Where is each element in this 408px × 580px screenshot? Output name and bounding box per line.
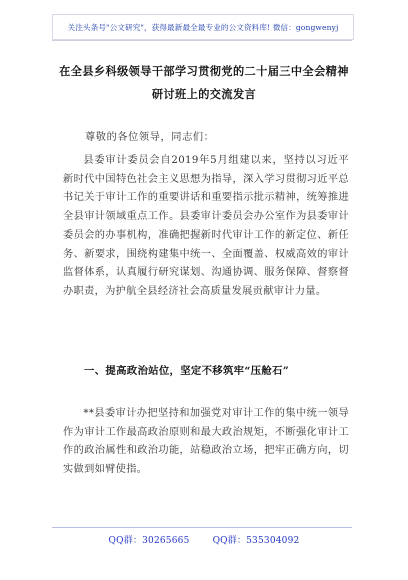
header-banner xyxy=(52,14,354,40)
salutation: 尊敬的各位领导，同志们： xyxy=(85,132,215,143)
body-paragraph-1: 县委审计委员会自2019年5月组建以来，坚持以习近平新时代中国特色社会主义思想为指导，深入学习贯彻习近平总书记关于审计工作的重要讲话和重要指示批示精神，统筹推进全县审计领域重点工作。县委审计委员会办公室作为县委审计委员会的办事机构，准确把握新时代审计工作的新定位、新任务、新要求，围绕构建集中统一、全面覆盖、权威高效的审计监督体系，认真履行研究谋划、沟通协调、服务保障、督察督办职责，为护航全县经济社会高质量发展贡献审计力量。 xyxy=(63,155,349,297)
header-banner-text: 关注头条号"公文研究"，获得最新最全最专业的公文资料库! 微信：gongwenyj xyxy=(67,22,339,32)
header-divider xyxy=(52,40,352,41)
footer-qq-group-2: QQ群：535304092 xyxy=(212,536,300,546)
footer-divider xyxy=(52,527,352,528)
body-paragraph-2: **县委审计办把坚持和加强党对审计工作的集中统一领导作为审计工作最高政治原则和最大政治规矩，不断强化审计工作的政治属性和政治功能，站稳政治立场，把牢正确方向，切实做到如臂使指。 xyxy=(63,408,349,476)
document-title-line2: 研讨班上的交流发言 xyxy=(151,87,257,101)
section-heading-1: 一、提高政治站位，坚定不移筑牢“压舱石” xyxy=(84,365,289,377)
footer xyxy=(0,533,408,546)
footer-qq-group-1: QQ群：30265665 xyxy=(108,536,190,546)
document-title-line1: 在全县乡科级领导干部学习贯彻党的二十届三中全会精神 xyxy=(59,64,349,78)
